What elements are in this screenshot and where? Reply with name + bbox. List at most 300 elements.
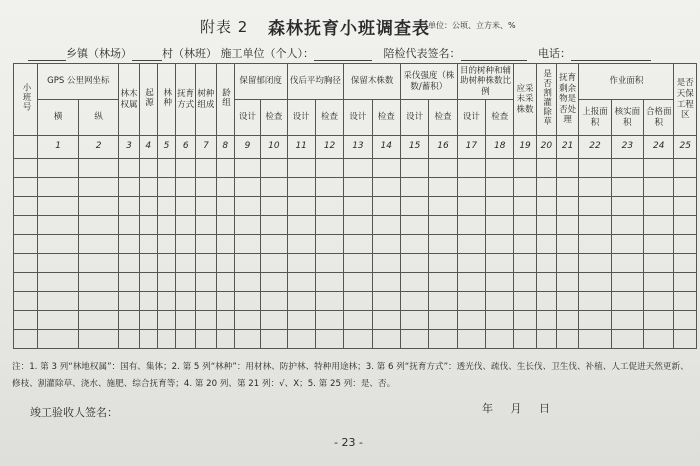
table-cell[interactable] (157, 330, 175, 349)
table-cell[interactable] (514, 216, 536, 235)
table-cell[interactable] (556, 159, 578, 178)
table-cell[interactable] (261, 197, 287, 216)
table-cell[interactable] (429, 311, 457, 330)
table-cell[interactable] (315, 159, 343, 178)
table-cell[interactable] (429, 235, 457, 254)
table-cell[interactable] (315, 178, 343, 197)
col-9: 设计 (234, 100, 260, 136)
table-cell[interactable] (196, 254, 216, 273)
table-cell[interactable] (400, 178, 428, 197)
table-cell[interactable] (344, 292, 372, 311)
table-cell[interactable] (119, 159, 139, 178)
table-cell[interactable] (514, 178, 536, 197)
table-cell[interactable] (14, 216, 38, 235)
table-cell[interactable] (196, 197, 216, 216)
table-cell[interactable] (644, 235, 674, 254)
table-cell[interactable] (119, 254, 139, 273)
note-line-2: 修枝、割灌除草、浇水、施肥、综合抚育等；4. 第 20 列、第 21 列：√、X；5. 第 25 列：是、否。 (12, 379, 396, 389)
table-cell[interactable] (556, 292, 578, 311)
table-cell[interactable] (234, 273, 260, 292)
table-cell[interactable] (287, 292, 315, 311)
table-cell[interactable] (674, 273, 697, 292)
table-cell[interactable] (674, 235, 697, 254)
table-cell[interactable] (579, 216, 611, 235)
col-uncut: 应采未采株数 (514, 64, 536, 136)
table-cell[interactable] (344, 159, 372, 178)
table-cell[interactable] (14, 273, 38, 292)
table-cell[interactable] (38, 159, 79, 178)
table-cell[interactable] (344, 254, 372, 273)
table-row (14, 254, 697, 273)
table-cell[interactable] (157, 216, 175, 235)
table-cell[interactable] (38, 235, 79, 254)
table-cell[interactable] (78, 273, 119, 292)
table-cell[interactable] (315, 216, 343, 235)
table-cell[interactable] (139, 159, 157, 178)
table-cell[interactable] (287, 254, 315, 273)
table-cell[interactable] (486, 197, 514, 216)
table-cell[interactable] (261, 159, 287, 178)
phone-blank[interactable] (571, 48, 651, 61)
table-cell[interactable] (234, 311, 260, 330)
table-cell[interactable] (372, 216, 400, 235)
table-cell[interactable] (216, 235, 234, 254)
table-cell[interactable] (429, 273, 457, 292)
table-cell[interactable] (216, 330, 234, 349)
table-cell[interactable] (287, 330, 315, 349)
table-cell[interactable] (287, 159, 315, 178)
table-cell[interactable] (514, 254, 536, 273)
table-cell[interactable] (486, 178, 514, 197)
table-cell[interactable] (78, 216, 119, 235)
table-cell[interactable] (536, 254, 556, 273)
table-row (14, 159, 697, 178)
table-cell[interactable] (674, 254, 697, 273)
table-cell[interactable] (216, 273, 234, 292)
table-cell[interactable] (644, 330, 674, 349)
table-cell[interactable] (674, 330, 697, 349)
table-cell[interactable] (344, 330, 372, 349)
table-cell[interactable] (78, 254, 119, 273)
unit-note: 单位：公顷、立方米、% (428, 21, 516, 30)
appendix-label: 附表 2 (200, 18, 249, 36)
table-cell[interactable] (457, 216, 485, 235)
table-cell[interactable] (579, 273, 611, 292)
col-number-10: 10 (261, 136, 287, 159)
table-cell[interactable] (486, 235, 514, 254)
table-cell[interactable] (344, 273, 372, 292)
table-cell[interactable] (674, 292, 697, 311)
table-cell[interactable] (372, 254, 400, 273)
table-cell[interactable] (457, 273, 485, 292)
table-cell[interactable] (287, 273, 315, 292)
table-cell[interactable] (196, 330, 216, 349)
table-cell[interactable] (14, 330, 38, 349)
table-cell[interactable] (536, 292, 556, 311)
col-number-8: 8 (216, 136, 234, 159)
table-cell[interactable] (457, 292, 485, 311)
table-cell[interactable] (556, 178, 578, 197)
table-cell[interactable] (372, 273, 400, 292)
col-plot-no: 小班号 (14, 64, 38, 136)
table-cell[interactable] (644, 159, 674, 178)
col-number-1: 1 (38, 136, 79, 159)
col-22: 上报面积 (579, 100, 611, 136)
table-cell[interactable] (139, 311, 157, 330)
table-cell[interactable] (216, 159, 234, 178)
table-cell[interactable] (196, 273, 216, 292)
table-cell[interactable] (429, 178, 457, 197)
town-label: 乡镇（林场） (66, 47, 132, 60)
table-cell[interactable] (674, 311, 697, 330)
table-cell[interactable] (536, 216, 556, 235)
table-cell[interactable] (234, 292, 260, 311)
table-cell[interactable] (400, 292, 428, 311)
table-cell[interactable] (119, 197, 139, 216)
table-cell[interactable] (611, 178, 643, 197)
table-cell[interactable] (344, 178, 372, 197)
table-cell[interactable] (216, 311, 234, 330)
table-cell[interactable] (486, 159, 514, 178)
table-cell[interactable] (139, 235, 157, 254)
table-cell[interactable] (674, 159, 697, 178)
table-cell[interactable] (261, 292, 287, 311)
table-cell[interactable] (234, 254, 260, 273)
table-cell[interactable] (514, 292, 536, 311)
table-cell[interactable] (400, 330, 428, 349)
table-cell[interactable] (139, 292, 157, 311)
table-cell[interactable] (119, 273, 139, 292)
table-cell[interactable] (139, 254, 157, 273)
table-cell[interactable] (429, 254, 457, 273)
table-cell[interactable] (372, 235, 400, 254)
table-cell[interactable] (14, 235, 38, 254)
table-cell[interactable] (234, 216, 260, 235)
table-cell[interactable] (611, 235, 643, 254)
table-cell[interactable] (536, 330, 556, 349)
table-cell[interactable] (457, 330, 485, 349)
table-cell[interactable] (611, 159, 643, 178)
table-cell[interactable] (611, 197, 643, 216)
table-cell[interactable] (176, 159, 196, 178)
table-cell[interactable] (176, 273, 196, 292)
table-cell[interactable] (315, 330, 343, 349)
table-cell[interactable] (14, 311, 38, 330)
table-cell[interactable] (556, 197, 578, 216)
table-cell[interactable] (644, 197, 674, 216)
table-cell[interactable] (644, 216, 674, 235)
col-number-14: 14 (372, 136, 400, 159)
table-cell[interactable] (457, 178, 485, 197)
table-cell[interactable] (119, 178, 139, 197)
table-cell[interactable] (486, 311, 514, 330)
table-cell[interactable] (216, 292, 234, 311)
table-cell[interactable] (261, 273, 287, 292)
table-cell[interactable] (372, 197, 400, 216)
table-cell[interactable] (344, 235, 372, 254)
table-cell[interactable] (536, 178, 556, 197)
table-cell[interactable] (38, 178, 79, 197)
table-cell[interactable] (157, 254, 175, 273)
table-cell[interactable] (78, 311, 119, 330)
table-cell[interactable] (457, 254, 485, 273)
table-cell[interactable] (119, 330, 139, 349)
table-cell[interactable] (644, 178, 674, 197)
table-cell[interactable] (372, 178, 400, 197)
table-cell[interactable] (556, 311, 578, 330)
table-cell[interactable] (14, 292, 38, 311)
table-cell[interactable] (514, 330, 536, 349)
table-cell[interactable] (457, 197, 485, 216)
col-canopy: 保留郁闭度 (234, 64, 287, 100)
table-cell[interactable] (674, 178, 697, 197)
table-cell[interactable] (536, 311, 556, 330)
town-blank[interactable] (28, 48, 66, 61)
table-cell[interactable] (400, 197, 428, 216)
table-cell[interactable] (157, 197, 175, 216)
contractor-blank[interactable] (314, 48, 372, 61)
table-cell[interactable] (139, 273, 157, 292)
table-cell[interactable] (157, 273, 175, 292)
table-cell[interactable] (78, 330, 119, 349)
table-cell[interactable] (611, 311, 643, 330)
table-cell[interactable] (579, 292, 611, 311)
table-cell[interactable] (556, 235, 578, 254)
table-cell[interactable] (14, 178, 38, 197)
table-cell[interactable] (644, 254, 674, 273)
table-cell[interactable] (38, 330, 79, 349)
table-cell[interactable] (157, 292, 175, 311)
table-cell[interactable] (287, 235, 315, 254)
table-cell[interactable] (536, 159, 556, 178)
table-cell[interactable] (14, 197, 38, 216)
table-cell[interactable] (196, 216, 216, 235)
table-cell[interactable] (400, 273, 428, 292)
table-cell[interactable] (139, 330, 157, 349)
table-cell[interactable] (119, 292, 139, 311)
table-cell[interactable] (644, 311, 674, 330)
table-cell[interactable] (400, 235, 428, 254)
table-cell[interactable] (579, 254, 611, 273)
table-row (14, 178, 697, 197)
table-cell[interactable] (176, 178, 196, 197)
table-cell[interactable] (372, 311, 400, 330)
table-cell[interactable] (78, 235, 119, 254)
table-cell[interactable] (674, 197, 697, 216)
village-blank[interactable] (132, 48, 162, 61)
table-cell[interactable] (139, 178, 157, 197)
page-number: - 23 - (334, 436, 363, 449)
table-cell[interactable] (514, 311, 536, 330)
table-cell[interactable] (315, 292, 343, 311)
table-cell[interactable] (400, 254, 428, 273)
table-cell[interactable] (287, 178, 315, 197)
table-cell[interactable] (139, 197, 157, 216)
table-cell[interactable] (579, 330, 611, 349)
table-cell[interactable] (429, 216, 457, 235)
table-cell[interactable] (344, 216, 372, 235)
table-cell[interactable] (261, 254, 287, 273)
table-cell[interactable] (196, 311, 216, 330)
table-cell[interactable] (429, 330, 457, 349)
table-cell[interactable] (287, 197, 315, 216)
col-residue: 抚育剩余物是否处理 (556, 64, 578, 136)
table-cell[interactable] (234, 330, 260, 349)
table-cell[interactable] (287, 216, 315, 235)
table-cell[interactable] (216, 178, 234, 197)
table-cell[interactable] (457, 311, 485, 330)
table-cell[interactable] (486, 273, 514, 292)
table-cell[interactable] (196, 235, 216, 254)
table-cell[interactable] (78, 159, 119, 178)
table-cell[interactable] (261, 330, 287, 349)
table-cell[interactable] (119, 235, 139, 254)
table-cell[interactable] (139, 216, 157, 235)
table-cell[interactable] (157, 178, 175, 197)
table-cell[interactable] (429, 159, 457, 178)
table-cell[interactable] (536, 235, 556, 254)
table-cell[interactable] (78, 178, 119, 197)
table-cell[interactable] (514, 197, 536, 216)
table-cell[interactable] (400, 311, 428, 330)
table-cell[interactable] (176, 197, 196, 216)
table-cell[interactable] (261, 311, 287, 330)
table-cell[interactable] (429, 292, 457, 311)
table-cell[interactable] (157, 311, 175, 330)
table-cell[interactable] (38, 292, 79, 311)
table-cell[interactable] (372, 330, 400, 349)
table-cell[interactable] (514, 159, 536, 178)
table-cell[interactable] (216, 216, 234, 235)
table-cell[interactable] (400, 216, 428, 235)
table-cell[interactable] (261, 216, 287, 235)
col-18: 检查 (486, 100, 514, 136)
col-number-21: 21 (556, 136, 578, 159)
table-cell[interactable] (315, 273, 343, 292)
table-cell[interactable] (234, 159, 260, 178)
table-cell[interactable] (315, 254, 343, 273)
table-cell[interactable] (176, 235, 196, 254)
col-number-15: 15 (400, 136, 428, 159)
table-cell[interactable] (486, 216, 514, 235)
table-cell[interactable] (119, 216, 139, 235)
col-weeding: 是否割灌除草 (536, 64, 556, 136)
table-cell[interactable] (234, 235, 260, 254)
table-cell[interactable] (38, 216, 79, 235)
table-cell[interactable] (579, 311, 611, 330)
table-cell[interactable] (579, 159, 611, 178)
table-cell[interactable] (579, 235, 611, 254)
table-cell[interactable] (176, 330, 196, 349)
table-cell[interactable] (38, 311, 79, 330)
survey-table (13, 63, 697, 349)
table-cell[interactable] (216, 254, 234, 273)
col-number-22: 22 (579, 136, 611, 159)
table-cell[interactable] (536, 273, 556, 292)
table-cell[interactable] (287, 311, 315, 330)
col-number-blank (14, 136, 38, 159)
col-16: 检查 (429, 100, 457, 136)
table-cell[interactable] (196, 178, 216, 197)
table-cell[interactable] (556, 216, 578, 235)
table-cell[interactable] (176, 292, 196, 311)
table-cell[interactable] (486, 292, 514, 311)
table-cell[interactable] (579, 197, 611, 216)
table-cell[interactable] (611, 330, 643, 349)
table-cell[interactable] (176, 216, 196, 235)
table-cell[interactable] (78, 292, 119, 311)
table-cell[interactable] (176, 254, 196, 273)
col-tending-method: 抚育方式 (176, 64, 196, 136)
table-cell[interactable] (344, 197, 372, 216)
table-cell[interactable] (196, 159, 216, 178)
table-cell[interactable] (514, 273, 536, 292)
rep-blank[interactable] (461, 48, 527, 61)
table-cell[interactable] (315, 235, 343, 254)
table-cell[interactable] (315, 311, 343, 330)
table-cell[interactable] (216, 197, 234, 216)
table-cell[interactable] (38, 197, 79, 216)
info-row (28, 45, 651, 61)
table-cell[interactable] (119, 311, 139, 330)
table-cell[interactable] (644, 292, 674, 311)
table-cell[interactable] (611, 292, 643, 311)
table-cell[interactable] (486, 254, 514, 273)
table-cell[interactable] (78, 197, 119, 216)
table-cell[interactable] (344, 311, 372, 330)
table-cell[interactable] (611, 273, 643, 292)
table-cell[interactable] (38, 254, 79, 273)
col-protection: 是否天保工程区 (674, 64, 697, 136)
table-cell[interactable] (429, 197, 457, 216)
table-cell[interactable] (372, 159, 400, 178)
table-cell[interactable] (261, 178, 287, 197)
table-cell[interactable] (611, 254, 643, 273)
form-title: 森林抚育小班调查表 (268, 19, 430, 39)
table-cell[interactable] (315, 197, 343, 216)
table-cell[interactable] (611, 216, 643, 235)
table-cell[interactable] (14, 159, 38, 178)
table-cell[interactable] (400, 159, 428, 178)
table-cell[interactable] (372, 292, 400, 311)
col-species: 树种组成 (196, 64, 216, 136)
table-cell[interactable] (556, 330, 578, 349)
table-cell[interactable] (514, 235, 536, 254)
table-cell[interactable] (579, 178, 611, 197)
table-cell[interactable] (457, 235, 485, 254)
col-14: 检查 (372, 100, 400, 136)
table-cell[interactable] (457, 159, 485, 178)
table-row (14, 311, 697, 330)
table-cell[interactable] (157, 235, 175, 254)
table-cell[interactable] (196, 292, 216, 311)
table-cell[interactable] (38, 273, 79, 292)
table-cell[interactable] (556, 254, 578, 273)
col-number-12: 12 (315, 136, 343, 159)
table-cell[interactable] (234, 197, 260, 216)
table-cell[interactable] (157, 159, 175, 178)
table-cell[interactable] (14, 254, 38, 273)
contractor-label: 施工单位（个人）： (220, 47, 314, 60)
table-cell[interactable] (486, 330, 514, 349)
table-cell[interactable] (674, 216, 697, 235)
table-cell[interactable] (234, 178, 260, 197)
table-cell[interactable] (556, 273, 578, 292)
table-cell[interactable] (536, 197, 556, 216)
table-cell[interactable] (176, 311, 196, 330)
table-cell[interactable] (644, 273, 674, 292)
table-cell[interactable] (261, 235, 287, 254)
